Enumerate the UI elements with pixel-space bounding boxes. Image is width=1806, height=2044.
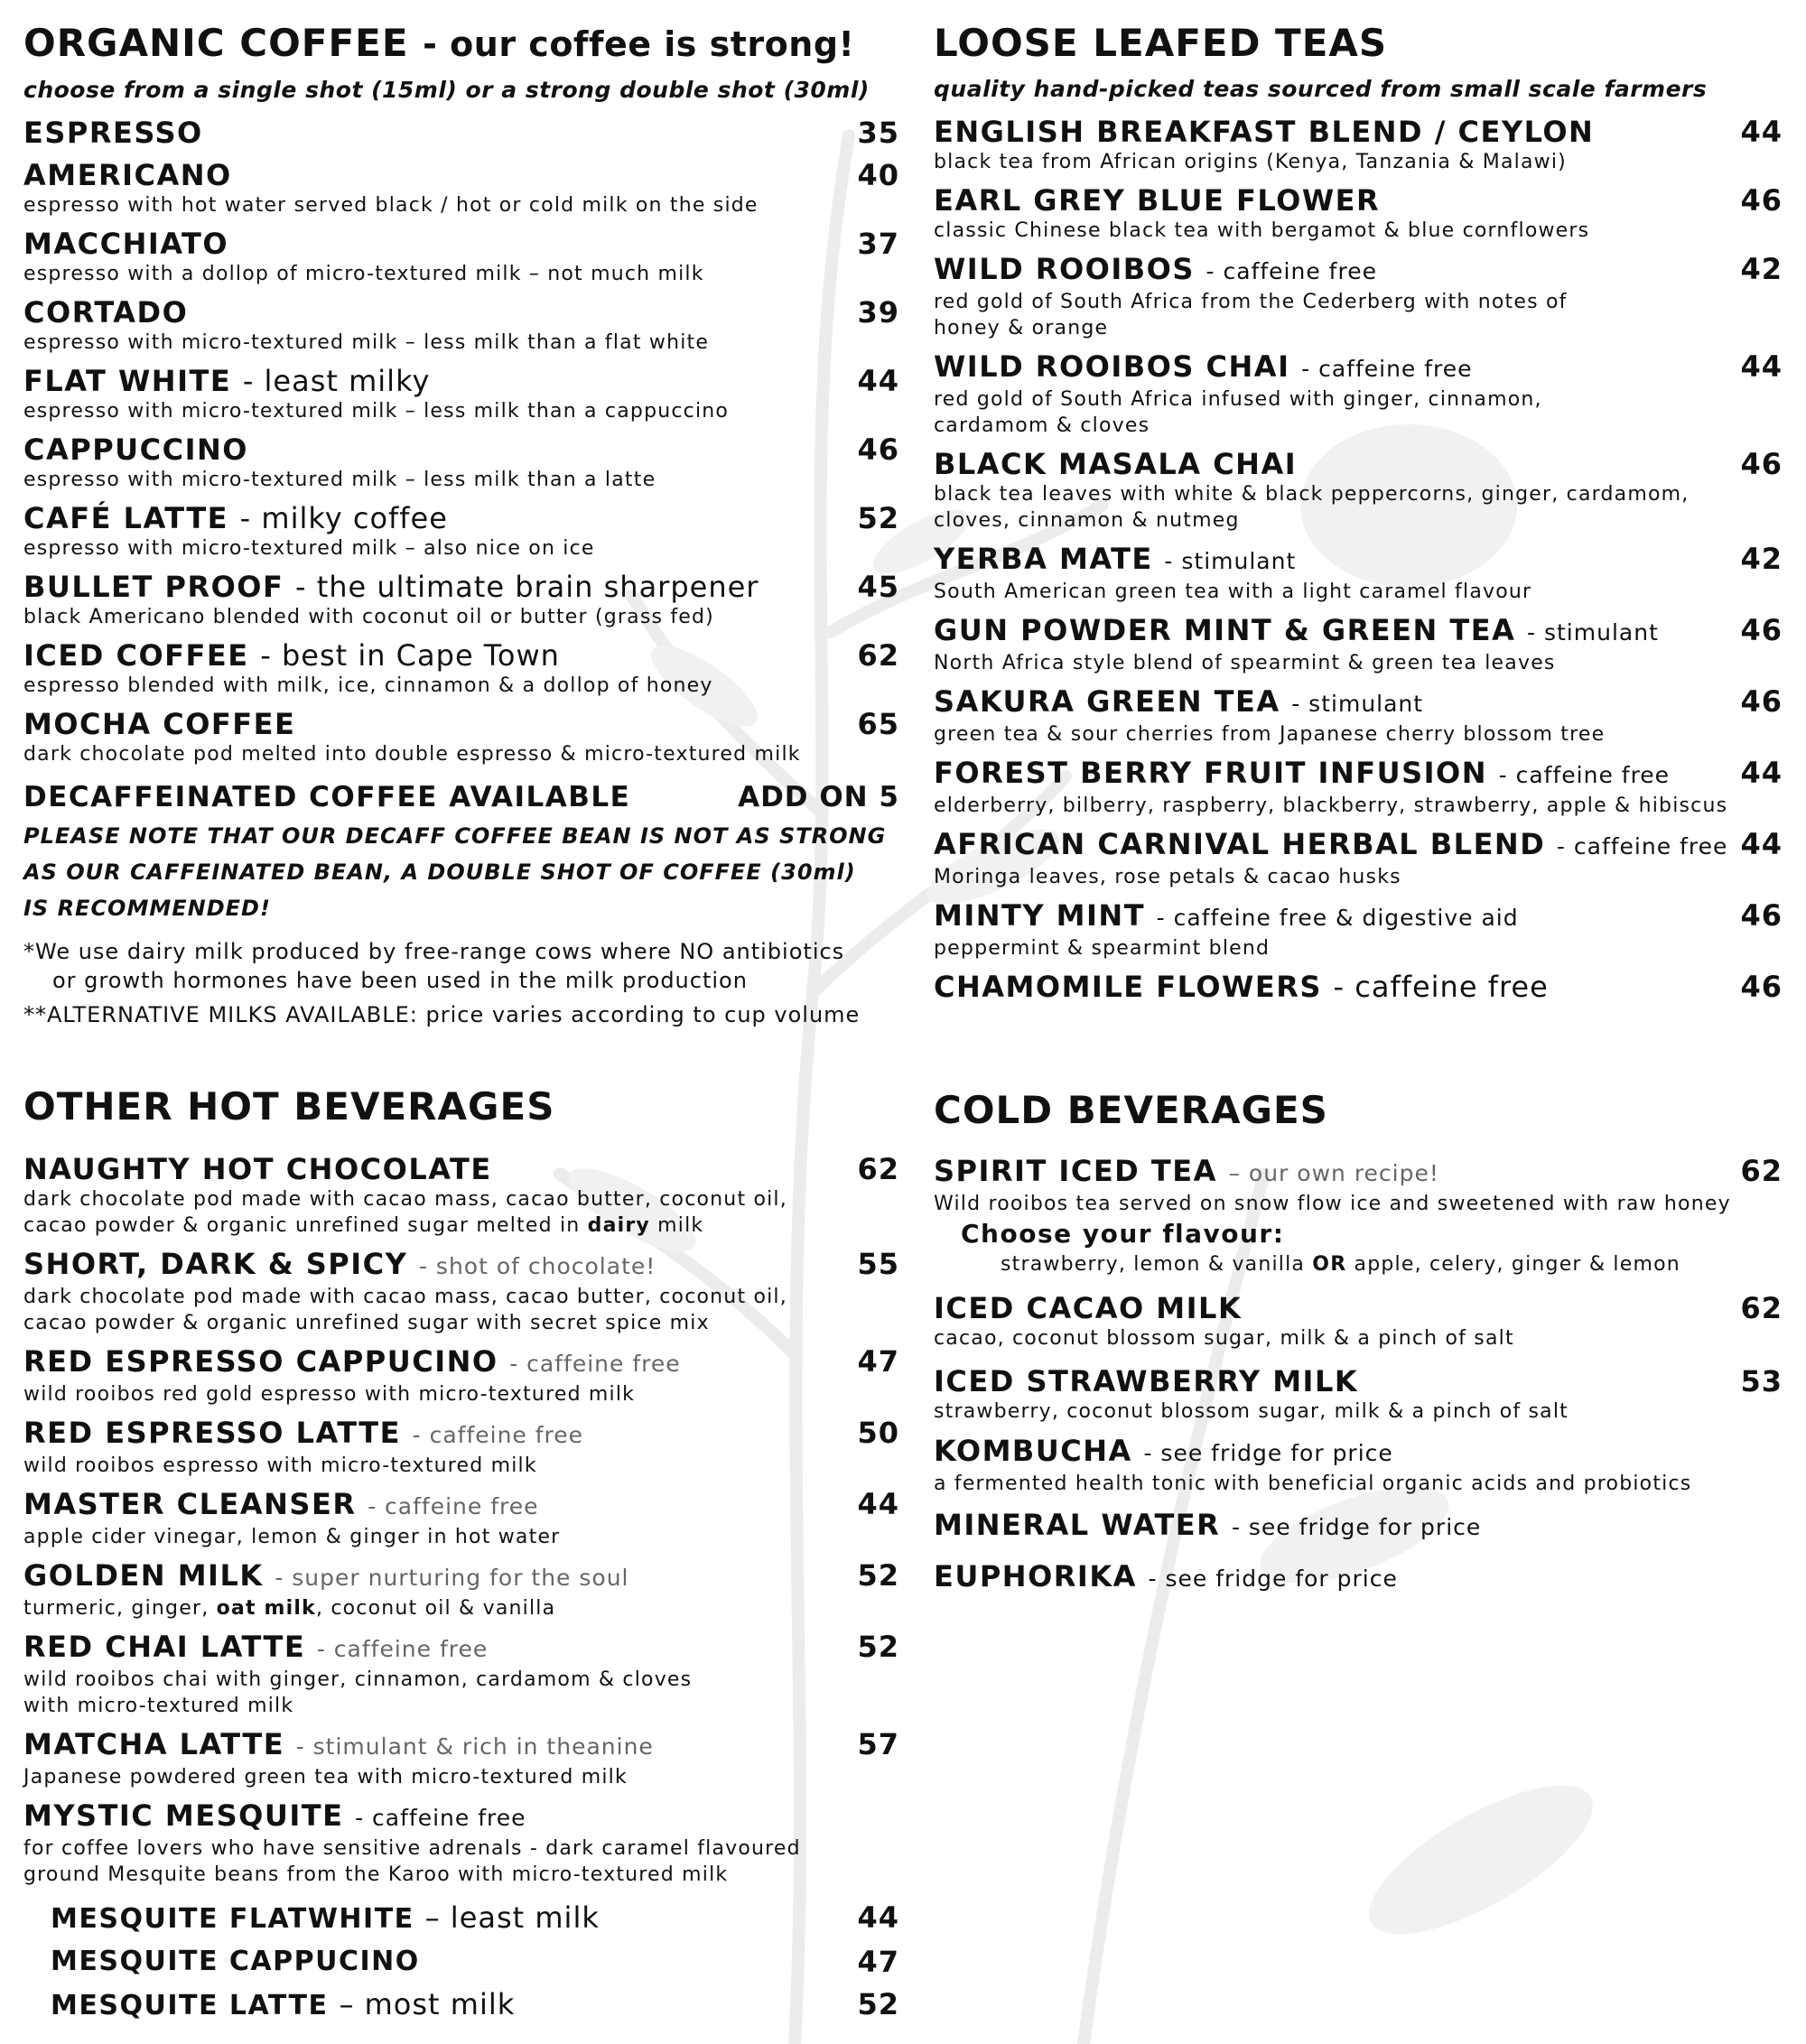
desc-text: milk bbox=[649, 1214, 704, 1237]
item-price: 42 bbox=[1740, 252, 1783, 286]
item-note: - caffeine free bbox=[1556, 833, 1728, 859]
item-note: - stimulant & rich in theanine bbox=[295, 1733, 654, 1760]
item-name: ESPRESSO bbox=[23, 116, 203, 150]
desc-emphasis: oat milk bbox=[216, 1597, 316, 1620]
item-price: 47 bbox=[857, 1344, 899, 1379]
item-name: MESQUITE LATTE bbox=[51, 1990, 329, 2021]
item-note: - least milky bbox=[242, 364, 431, 398]
cold-beverages-section bbox=[934, 1087, 1783, 1604]
item-price: 46 bbox=[1740, 183, 1783, 218]
item-price: 44 bbox=[857, 1487, 899, 1521]
item-price: 46 bbox=[1740, 898, 1783, 933]
tea-item-minty-mint bbox=[934, 898, 1783, 962]
item-price: 55 bbox=[857, 1247, 899, 1281]
item-price: 46 bbox=[1740, 613, 1783, 647]
item-note: - shot of chocolate! bbox=[418, 1253, 656, 1279]
menu-item-mineral-water bbox=[934, 1508, 1783, 1545]
item-price: 47 bbox=[857, 1945, 899, 1979]
item-description: for coffee lovers who have sensitive adrenals - dark caramel flavoured bbox=[23, 1837, 801, 1860]
menu-item-spirit-iced-tea bbox=[934, 1154, 1783, 1278]
item-price: 52 bbox=[857, 1987, 899, 2021]
item-name: ICED CACAO MILK bbox=[934, 1291, 1243, 1325]
item-description: red gold of South Africa from the Cederberg with notes of bbox=[934, 291, 1568, 313]
item-name: EARL GREY BLUE FLOWER bbox=[934, 183, 1381, 218]
item-note: - see fridge for price bbox=[1148, 1566, 1398, 1592]
item-description: dark chocolate pod made with cacao mass, cacao butter, coconut oil, bbox=[23, 1286, 787, 1308]
item-description: dark chocolate pod melted into double espresso & micro-textured milk bbox=[23, 743, 801, 766]
item-description: green tea & sour cherries from Japanese cherry blossom tree bbox=[934, 723, 1606, 746]
menu-item-mesquite-flatwhite bbox=[51, 1900, 899, 1937]
item-note: - best in Cape Town bbox=[260, 638, 560, 673]
item-name: WILD ROOIBOS CHAI bbox=[934, 349, 1290, 384]
item-name: ICED COFFEE bbox=[23, 638, 249, 673]
item-name: MYSTIC MESQUITE bbox=[23, 1798, 344, 1833]
item-name: NAUGHTY HOT CHOCOLATE bbox=[23, 1152, 492, 1186]
alternative-milk-footnote: **ALTERNATIVE MILKS AVAILABLE: price varies according to cup volume bbox=[23, 1002, 861, 1027]
decaf-warning-line: IS RECOMMENDED! bbox=[23, 896, 271, 921]
tea-item-yerba-mate bbox=[934, 542, 1783, 605]
item-description: red gold of South Africa infused with ginger, cinnamon, bbox=[934, 388, 1542, 411]
item-price: 45 bbox=[857, 570, 899, 604]
item-note: – least milk bbox=[424, 1900, 600, 1935]
item-name: BULLET PROOF bbox=[23, 570, 284, 604]
item-price: 37 bbox=[857, 227, 899, 261]
flavour-heading: Choose your flavour: bbox=[961, 1219, 1285, 1249]
item-name: FOREST BERRY FRUIT INFUSION bbox=[934, 756, 1487, 790]
item-name: RED ESPRESSO LATTE bbox=[23, 1416, 401, 1450]
item-price: 42 bbox=[1740, 542, 1783, 576]
item-description: elderberry, bilberry, raspberry, blackberry, strawberry, apple & hibiscus bbox=[934, 794, 1728, 817]
dairy-footnote-line-2: or growth hormones have been used in the milk production bbox=[52, 968, 748, 993]
menu-item-naughty-hot-chocolate bbox=[23, 1152, 899, 1239]
item-name: MINTY MINT bbox=[934, 898, 1146, 933]
item-description: with micro-textured milk bbox=[23, 1695, 294, 1717]
item-description: Wild rooibos tea served on snow flow ice and sweetened with raw honey bbox=[934, 1193, 1731, 1215]
menu-item-americano bbox=[23, 158, 899, 218]
item-note: - caffeine free bbox=[509, 1351, 681, 1377]
teas-section bbox=[934, 20, 1783, 1012]
menu-item-bullet-proof bbox=[23, 570, 899, 630]
tea-item-english-breakfast bbox=[934, 115, 1783, 175]
flavour-options bbox=[1001, 1251, 1783, 1278]
item-name: MESQUITE CAPPUCINO bbox=[51, 1946, 420, 1977]
item-description: South American green tea with a light caramel flavour bbox=[934, 581, 1532, 603]
menu-item-kombucha bbox=[934, 1434, 1783, 1497]
coffee-title-tagline: - our coffee is strong! bbox=[423, 24, 855, 64]
item-note: - stimulant bbox=[1164, 548, 1297, 574]
item-description: espresso with micro-textured milk – less milk than a cappuccino bbox=[23, 400, 730, 423]
coffee-section bbox=[23, 20, 899, 1029]
item-price: 50 bbox=[857, 1416, 899, 1450]
decaf-name: DECAFFEINATED COFFEE AVAILABLE bbox=[23, 781, 631, 813]
flavour-or: OR bbox=[1312, 1253, 1347, 1276]
item-name: YERBA MATE bbox=[934, 542, 1153, 576]
item-note: - stimulant bbox=[1291, 691, 1424, 717]
flavour-option-b: apple, celery, ginger & lemon bbox=[1346, 1253, 1680, 1276]
item-description: a fermented health tonic with beneficial organic acids and probiotics bbox=[934, 1473, 1692, 1495]
item-name: MATCHA LATTE bbox=[23, 1727, 285, 1761]
item-description: Moringa leaves, rose petals & cacao husks bbox=[934, 866, 1401, 888]
menu-item-mesquite-cappucino bbox=[51, 1945, 899, 1979]
item-price: 46 bbox=[1740, 970, 1783, 1004]
item-name: CHAMOMILE FLOWERS bbox=[934, 970, 1322, 1004]
item-description: Japanese powdered green tea with micro-textured milk bbox=[23, 1766, 628, 1788]
menu-item-cappuccino bbox=[23, 432, 899, 493]
item-description: strawberry, coconut blossom sugar, milk & a pinch of salt bbox=[934, 1400, 1569, 1423]
tea-item-black-masala-chai bbox=[934, 447, 1783, 534]
desc-text: cacao powder & organic unrefined sugar melted in bbox=[23, 1214, 588, 1237]
item-price: 52 bbox=[857, 501, 899, 535]
hot-beverages-title: OTHER HOT BEVERAGES bbox=[23, 1084, 555, 1129]
item-name: ICED STRAWBERRY MILK bbox=[934, 1364, 1359, 1398]
item-description: black tea from African origins (Kenya, Tanzania & Malawi) bbox=[934, 151, 1567, 173]
flavour-option-a: strawberry, lemon & vanilla bbox=[1001, 1253, 1313, 1276]
item-note: - caffeine free bbox=[1206, 258, 1377, 284]
item-description: espresso with hot water served black / hot or cold milk on the side bbox=[23, 194, 759, 217]
item-name: ENGLISH BREAKFAST BLEND / CEYLON bbox=[934, 115, 1595, 149]
item-description: wild rooibos chai with ginger, cinnamon, cardamom & cloves bbox=[23, 1668, 693, 1691]
item-description: black tea leaves with white & black peppercorns, ginger, cardamom, bbox=[934, 483, 1690, 506]
item-name: CAPPUCCINO bbox=[23, 432, 248, 467]
item-description: honey & orange bbox=[934, 317, 1109, 339]
decaf-warning-line: PLEASE NOTE THAT OUR DECAFF COFFEE BEAN IS NOT AS STRONG bbox=[23, 823, 887, 849]
item-note: - caffeine free & digestive aid bbox=[1156, 905, 1519, 931]
menu-item-cafe-latte bbox=[23, 501, 899, 562]
tea-item-wild-rooibos-chai bbox=[934, 349, 1783, 439]
item-description: wild rooibos red gold espresso with micro-textured milk bbox=[23, 1383, 636, 1406]
item-note: - milky coffee bbox=[239, 501, 448, 535]
item-note: - the ultimate brain sharpener bbox=[294, 570, 759, 604]
coffee-subtitle: choose from a single shot (15ml) or a strong double shot (30ml) bbox=[23, 77, 870, 103]
item-price: 62 bbox=[1740, 1154, 1783, 1188]
tea-item-gun-powder-mint bbox=[934, 613, 1783, 676]
item-name: GOLDEN MILK bbox=[23, 1558, 264, 1593]
coffee-section-title bbox=[23, 20, 899, 68]
tea-item-chamomile bbox=[934, 970, 1783, 1004]
desc-text: , coconut oil & vanilla bbox=[315, 1597, 556, 1620]
menu-item-mystic-mesquite bbox=[23, 1798, 899, 1888]
item-note: - caffeine free bbox=[1301, 356, 1473, 382]
item-description: cloves, cinnamon & nutmeg bbox=[934, 509, 1240, 532]
item-price: 62 bbox=[857, 1152, 899, 1186]
item-name: SAKURA GREEN TEA bbox=[934, 684, 1280, 719]
item-note: - caffeine free bbox=[1333, 970, 1549, 1004]
item-name: WILD ROOIBOS bbox=[934, 252, 1195, 286]
item-name: MASTER CLEANSER bbox=[23, 1487, 357, 1521]
item-description: black Americano blended with coconut oil or butter (grass fed) bbox=[23, 606, 714, 628]
item-description: espresso with a dollop of micro-textured milk – not much milk bbox=[23, 263, 704, 285]
desc-emphasis: dairy bbox=[587, 1214, 650, 1237]
tea-item-sakura-green-tea bbox=[934, 684, 1783, 748]
item-price: 44 bbox=[857, 364, 899, 398]
item-note: - caffeine free bbox=[1498, 762, 1671, 788]
item-name: KOMBUCHA bbox=[934, 1434, 1132, 1468]
item-description: cacao, coconut blossom sugar, milk & a pinch of salt bbox=[934, 1327, 1514, 1350]
menu-item-flat-white bbox=[23, 364, 899, 424]
item-price: 44 bbox=[1740, 827, 1783, 861]
item-name: RED CHAI LATTE bbox=[23, 1630, 306, 1664]
item-name: GUN POWDER MINT & GREEN TEA bbox=[934, 613, 1516, 647]
item-price: 62 bbox=[857, 638, 899, 673]
item-name: SHORT, DARK & SPICY bbox=[23, 1247, 408, 1281]
menu-item-red-espresso-cappucino bbox=[23, 1344, 899, 1408]
item-price: 46 bbox=[1740, 684, 1783, 719]
item-description: dark chocolate pod made with cacao mass, cacao butter, coconut oil, bbox=[23, 1188, 787, 1211]
item-description: espresso blended with milk, ice, cinnamon & a dollop of honey bbox=[23, 674, 713, 697]
item-name: MACCHIATO bbox=[23, 227, 229, 261]
item-note: - stimulant bbox=[1527, 619, 1659, 646]
item-price: 62 bbox=[1740, 1291, 1783, 1325]
item-name: AFRICAN CARNIVAL HERBAL BLEND bbox=[934, 827, 1546, 861]
item-name: BLACK MASALA CHAI bbox=[934, 447, 1298, 481]
item-price: 57 bbox=[857, 1727, 899, 1761]
menu-item-mocha-coffee bbox=[23, 707, 899, 767]
menu-item-matcha-latte bbox=[23, 1727, 899, 1790]
item-note: - caffeine free bbox=[412, 1422, 584, 1448]
decaf-warning bbox=[23, 818, 899, 926]
item-description: cacao powder & organic unrefined sugar with secret spice mix bbox=[23, 1312, 710, 1334]
item-description bbox=[23, 1595, 899, 1621]
item-price: 44 bbox=[1740, 349, 1783, 384]
item-note: - see fridge for price bbox=[1231, 1514, 1482, 1540]
item-description: classic Chinese black tea with bergamot & blue cornflowers bbox=[934, 219, 1590, 242]
teas-subtitle: quality hand-picked teas sourced from small scale farmers bbox=[934, 76, 1708, 102]
item-price: 46 bbox=[1740, 447, 1783, 481]
item-price: 39 bbox=[857, 295, 899, 330]
menu-item-cortado bbox=[23, 295, 899, 356]
tea-item-african-carnival bbox=[934, 827, 1783, 890]
item-price: 52 bbox=[857, 1558, 899, 1593]
menu-item-macchiato bbox=[23, 227, 899, 287]
item-name: RED ESPRESSO CAPPUCINO bbox=[23, 1344, 498, 1379]
menu-item-espresso bbox=[23, 116, 899, 150]
item-note: - see fridge for price bbox=[1143, 1440, 1393, 1466]
item-description: peppermint & spearmint blend bbox=[934, 937, 1271, 960]
item-price: 52 bbox=[857, 1630, 899, 1664]
menu-item-red-chai-latte bbox=[23, 1630, 899, 1719]
dairy-footnote-line-1: *We use dairy milk produced by free-range cows where NO antibiotics bbox=[23, 939, 845, 964]
item-note: - caffeine free bbox=[368, 1493, 539, 1519]
item-price: 46 bbox=[857, 432, 899, 467]
item-note: – our own recipe! bbox=[1228, 1160, 1439, 1186]
menu-item-iced-strawberry-milk bbox=[934, 1364, 1783, 1425]
item-price: 35 bbox=[857, 116, 899, 150]
menu-item-short-dark-spicy bbox=[23, 1247, 899, 1336]
tea-item-earl-grey bbox=[934, 183, 1783, 244]
item-price: 40 bbox=[857, 158, 899, 192]
item-price: 44 bbox=[1740, 756, 1783, 790]
menu-item-iced-cacao-milk bbox=[934, 1291, 1783, 1352]
item-name: CORTADO bbox=[23, 295, 189, 330]
decaf-price: ADD ON 5 bbox=[738, 781, 899, 813]
decaf-warning-line: AS OUR CAFFEINATED BEAN, A DOUBLE SHOT OF COFFEE (30ml) bbox=[23, 859, 856, 885]
menu-item-euphorika bbox=[934, 1559, 1783, 1596]
menu-item-red-espresso-latte bbox=[23, 1416, 899, 1479]
item-note: - caffeine free bbox=[355, 1805, 526, 1831]
item-description: espresso with micro-textured milk – less milk than a flat white bbox=[23, 331, 710, 354]
item-name: CAFÉ LATTE bbox=[23, 501, 229, 535]
item-name: MINERAL WATER bbox=[934, 1508, 1221, 1542]
item-name: FLAT WHITE bbox=[23, 364, 232, 398]
tea-item-wild-rooibos bbox=[934, 252, 1783, 341]
decaf-notice bbox=[23, 780, 899, 926]
item-description: wild rooibos espresso with micro-textured milk bbox=[23, 1454, 537, 1477]
desc-text: turmeric, ginger, bbox=[23, 1597, 217, 1620]
item-name: SPIRIT ICED TEA bbox=[934, 1154, 1217, 1188]
item-price: 65 bbox=[857, 707, 899, 741]
item-name: EUPHORIKA bbox=[934, 1559, 1137, 1593]
item-name: MESQUITE FLATWHITE bbox=[51, 1903, 414, 1935]
menu-item-master-cleanser bbox=[23, 1487, 899, 1550]
item-price: 44 bbox=[1740, 115, 1783, 149]
tea-item-forest-berry bbox=[934, 756, 1783, 819]
menu-item-golden-milk bbox=[23, 1558, 899, 1621]
teas-section-title: LOOSE LEAFED TEAS bbox=[934, 21, 1388, 65]
item-description: espresso with micro-textured milk – less milk than a latte bbox=[23, 469, 656, 491]
milk-footnotes bbox=[23, 937, 899, 1029]
item-description: North Africa style blend of spearmint & green tea leaves bbox=[934, 652, 1556, 674]
item-name: MOCHA COFFEE bbox=[23, 707, 296, 741]
item-name: AMERICANO bbox=[23, 158, 232, 192]
item-note: - super nurturing for the soul bbox=[275, 1565, 629, 1591]
item-description: ground Mesquite beans from the Karoo with micro-textured milk bbox=[23, 1863, 729, 1886]
item-note: – most milk bbox=[339, 1987, 516, 2021]
item-description: apple cider vinegar, lemon & ginger in hot water bbox=[23, 1526, 561, 1548]
item-description bbox=[23, 1212, 899, 1239]
menu-item-iced-coffee bbox=[23, 638, 899, 699]
cold-beverages-title: COLD BEVERAGES bbox=[934, 1088, 1328, 1132]
hot-beverages-section bbox=[23, 1083, 899, 2031]
item-description: espresso with micro-textured milk – also nice on ice bbox=[23, 537, 595, 560]
item-description: cardamom & cloves bbox=[934, 414, 1150, 437]
item-price: 44 bbox=[857, 1900, 899, 1935]
menu-item-mesquite-latte bbox=[51, 1987, 899, 2023]
item-note: - caffeine free bbox=[316, 1636, 489, 1662]
item-price: 53 bbox=[1740, 1364, 1783, 1398]
coffee-title-text: ORGANIC COFFEE bbox=[23, 21, 409, 65]
